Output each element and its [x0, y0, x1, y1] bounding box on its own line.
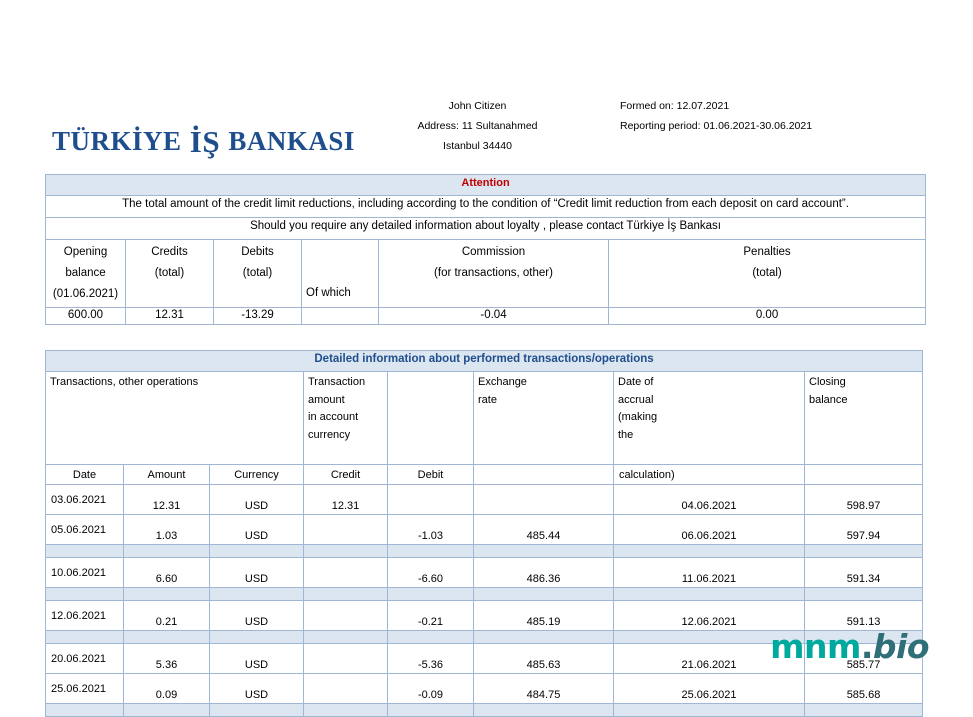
- opening-balance-line3: (01.06.2021): [52, 288, 119, 300]
- cell-debit: [388, 485, 474, 515]
- opening-balance-line1: Opening: [63, 246, 108, 258]
- bank-logo: [52, 122, 355, 158]
- spacer-cell: [474, 588, 614, 601]
- summary-header-debits: [214, 240, 302, 308]
- cell-credit: [304, 674, 388, 704]
- cell-credit: 12.31: [304, 485, 388, 515]
- penalties-line2: (total): [752, 267, 782, 279]
- transaction-amount-line1: Transaction: [308, 376, 366, 388]
- closing-balance-line1: Closing: [809, 376, 846, 388]
- cell-date-of-accrual: 21.06.2021: [614, 644, 805, 674]
- summary-header-row: [46, 240, 926, 308]
- detail-subheader-debit: Debit: [388, 465, 474, 485]
- customer-address: Address: 11 Sultanahmed: [417, 120, 538, 132]
- penalties-line1: Penalties: [743, 246, 791, 258]
- spacer-cell: [46, 545, 124, 558]
- spacer-cell: [388, 704, 474, 717]
- watermark-bio: bio: [872, 627, 929, 666]
- table-row-spacer: [46, 588, 923, 601]
- cell-amount: 0.09: [124, 674, 210, 704]
- cell-closing-balance: 585.77: [805, 644, 923, 674]
- cell-credit: [304, 515, 388, 545]
- cell-amount: 5.36: [124, 644, 210, 674]
- detail-subheader-calculation: calculation): [614, 465, 805, 485]
- spacer-cell: [124, 704, 210, 717]
- table-row: [46, 558, 923, 588]
- summary-header-of-which: Of which: [302, 240, 379, 308]
- cell-currency: USD: [210, 515, 304, 545]
- cell-exchange-rate: 486.36: [474, 558, 614, 588]
- cell-credit: [304, 644, 388, 674]
- cell-exchange-rate: [474, 485, 614, 515]
- cell-date: 12.06.2021: [46, 601, 124, 631]
- cell-exchange-rate: 484.75: [474, 674, 614, 704]
- detail-rows-body: [46, 485, 923, 717]
- cell-date: 03.06.2021: [46, 485, 124, 515]
- cell-date: 20.06.2021: [46, 644, 124, 674]
- opening-balance-line2: balance: [65, 267, 106, 279]
- cell-currency: USD: [210, 485, 304, 515]
- cell-exchange-rate: 485.19: [474, 601, 614, 631]
- detail-title-row: [46, 351, 923, 372]
- summary-header-penalties: [609, 240, 926, 308]
- cell-exchange-rate: 485.44: [474, 515, 614, 545]
- customer-block: [370, 96, 585, 156]
- reporting-period: Reporting period: 01.06.2021-30.06.2021: [620, 120, 813, 132]
- detail-subheader-currency: Currency: [210, 465, 304, 485]
- watermark-dot: .: [860, 627, 873, 666]
- cell-date-of-accrual: 06.06.2021: [614, 515, 805, 545]
- spacer-cell: [124, 545, 210, 558]
- exchange-rate-line1: Exchange: [478, 376, 527, 388]
- cell-date-of-accrual: 11.06.2021: [614, 558, 805, 588]
- table-row: [46, 674, 923, 704]
- cell-currency: USD: [210, 674, 304, 704]
- spacer-cell: [46, 704, 124, 717]
- detail-header-closing-balance: [805, 372, 923, 465]
- cell-date: 25.06.2021: [46, 674, 124, 704]
- cell-closing-balance: 598.97: [805, 485, 923, 515]
- closing-balance-line2: balance: [809, 393, 848, 406]
- attention-line2-row: [46, 218, 926, 240]
- bank-logo-mark: İŞ: [189, 124, 221, 159]
- debits-line1: Debits: [241, 246, 274, 258]
- document-header: [0, 96, 973, 166]
- attention-line1-row: [46, 196, 926, 218]
- spacer-cell: [210, 545, 304, 558]
- customer-name: John Citizen: [448, 100, 507, 112]
- summary-table: [45, 174, 926, 325]
- cell-date-of-accrual: 12.06.2021: [614, 601, 805, 631]
- spacer-cell: [388, 545, 474, 558]
- detail-header-date-of-accrual: [614, 372, 805, 465]
- spacer-cell: [124, 631, 210, 644]
- debits-line2: (total): [242, 267, 273, 279]
- cell-debit: -0.21: [388, 601, 474, 631]
- commission-line2: (for transactions, other): [434, 267, 553, 279]
- commission-line1: Commission: [461, 246, 526, 258]
- credits-line2: (total): [154, 267, 185, 279]
- detail-subheader-row: [46, 465, 923, 485]
- cell-closing-balance: 591.34: [805, 558, 923, 588]
- cell-currency: USD: [210, 601, 304, 631]
- cell-closing-balance: 591.13: [805, 601, 923, 631]
- spacer-cell: [388, 631, 474, 644]
- cell-date-of-accrual: 25.06.2021: [614, 674, 805, 704]
- spacer-cell: [124, 588, 210, 601]
- attention-title-row: [46, 175, 926, 196]
- cell-currency: USD: [210, 558, 304, 588]
- bank-name-part2: BANKASI: [221, 126, 355, 156]
- spacer-cell: [805, 588, 923, 601]
- cell-credit: [304, 558, 388, 588]
- transaction-amount-line2: amount: [308, 393, 345, 406]
- cell-date: 10.06.2021: [46, 558, 124, 588]
- spacer-cell: [46, 631, 124, 644]
- cell-amount: 1.03: [124, 515, 210, 545]
- attention-summary-block: [45, 174, 925, 325]
- date-of-accrual-line1: Date of: [618, 376, 654, 388]
- attention-title: Attention: [46, 175, 926, 196]
- detail-subheader-blank: [474, 465, 614, 485]
- spacer-cell: [805, 545, 923, 558]
- spacer-cell: [614, 588, 805, 601]
- summary-value-row: [46, 308, 926, 325]
- table-row: [46, 515, 923, 545]
- cell-debit: -1.03: [388, 515, 474, 545]
- cell-amount: 6.60: [124, 558, 210, 588]
- spacer-cell: [46, 588, 124, 601]
- summary-value-of-which: [302, 308, 379, 325]
- spacer-cell: [474, 631, 614, 644]
- spacer-cell: [614, 545, 805, 558]
- detail-header-blank: [388, 372, 474, 465]
- cell-credit: [304, 601, 388, 631]
- cell-debit: -5.36: [388, 644, 474, 674]
- cell-debit: -0.09: [388, 674, 474, 704]
- detail-header-transactions: Transactions, other operations: [46, 372, 304, 465]
- date-of-accrual-line3: (making: [618, 411, 658, 423]
- detail-title: Detailed information about performed transactions/operations: [46, 351, 923, 372]
- detail-subheader-date: Date: [46, 465, 124, 485]
- spacer-cell: [474, 704, 614, 717]
- spacer-cell: [614, 704, 805, 717]
- spacer-cell: [304, 631, 388, 644]
- exchange-rate-line2: rate: [478, 393, 497, 406]
- transaction-amount-line3: in account: [308, 411, 359, 423]
- bank-name-part1: TÜRKİYE: [52, 126, 189, 156]
- summary-value-opening-balance: 600.00: [46, 308, 126, 325]
- watermark: [770, 627, 929, 666]
- report-meta-block: [620, 96, 950, 136]
- detail-subheader-amount: Amount: [124, 465, 210, 485]
- summary-header-commission: [379, 240, 609, 308]
- cell-amount: 12.31: [124, 485, 210, 515]
- cell-closing-balance: 597.94: [805, 515, 923, 545]
- cell-currency: USD: [210, 644, 304, 674]
- detail-subheader-credit: Credit: [304, 465, 388, 485]
- cell-date-of-accrual: 04.06.2021: [614, 485, 805, 515]
- detail-subheader-blank-2: [805, 465, 923, 485]
- spacer-cell: [210, 631, 304, 644]
- cell-debit: -6.60: [388, 558, 474, 588]
- cell-amount: 0.21: [124, 601, 210, 631]
- summary-header-opening-balance: [46, 240, 126, 308]
- summary-value-debits: -13.29: [214, 308, 302, 325]
- detail-header-exchange-rate: [474, 372, 614, 465]
- date-of-accrual-line4: the: [618, 428, 634, 441]
- table-row: [46, 485, 923, 515]
- table-row: [46, 601, 923, 631]
- cell-closing-balance: 585.68: [805, 674, 923, 704]
- attention-line-1: The total amount of the credit limit reductions, including according to the condition of “Credit limit reduction from each deposit on card account”.: [46, 196, 926, 218]
- spacer-cell: [474, 545, 614, 558]
- summary-value-commission: -0.04: [379, 308, 609, 325]
- summary-value-penalties: 0.00: [609, 308, 926, 325]
- table-row-spacer: [46, 545, 923, 558]
- detail-header-row: [46, 372, 923, 465]
- spacer-cell: [304, 545, 388, 558]
- spacer-cell: [805, 704, 923, 717]
- detail-header-transaction-amount: [304, 372, 388, 465]
- attention-line-2: Should you require any detailed information about loyalty , please contact Türkiye İş Bankası: [46, 218, 926, 240]
- formed-on: Formed on: 12.07.2021: [620, 100, 730, 112]
- spacer-cell: [210, 704, 304, 717]
- spacer-cell: [388, 588, 474, 601]
- summary-header-credits: [126, 240, 214, 308]
- date-of-accrual-line2: accrual: [618, 393, 654, 406]
- spacer-cell: [304, 588, 388, 601]
- cell-date: 05.06.2021: [46, 515, 124, 545]
- watermark-mnm: mnm: [770, 627, 861, 666]
- table-row-spacer: [46, 704, 923, 717]
- cell-exchange-rate: 485.63: [474, 644, 614, 674]
- credits-line1: Credits: [151, 246, 188, 258]
- customer-city: Istanbul 34440: [443, 140, 512, 152]
- spacer-cell: [304, 704, 388, 717]
- spacer-cell: [210, 588, 304, 601]
- summary-value-credits: 12.31: [126, 308, 214, 325]
- transaction-amount-line4: currency: [308, 428, 351, 441]
